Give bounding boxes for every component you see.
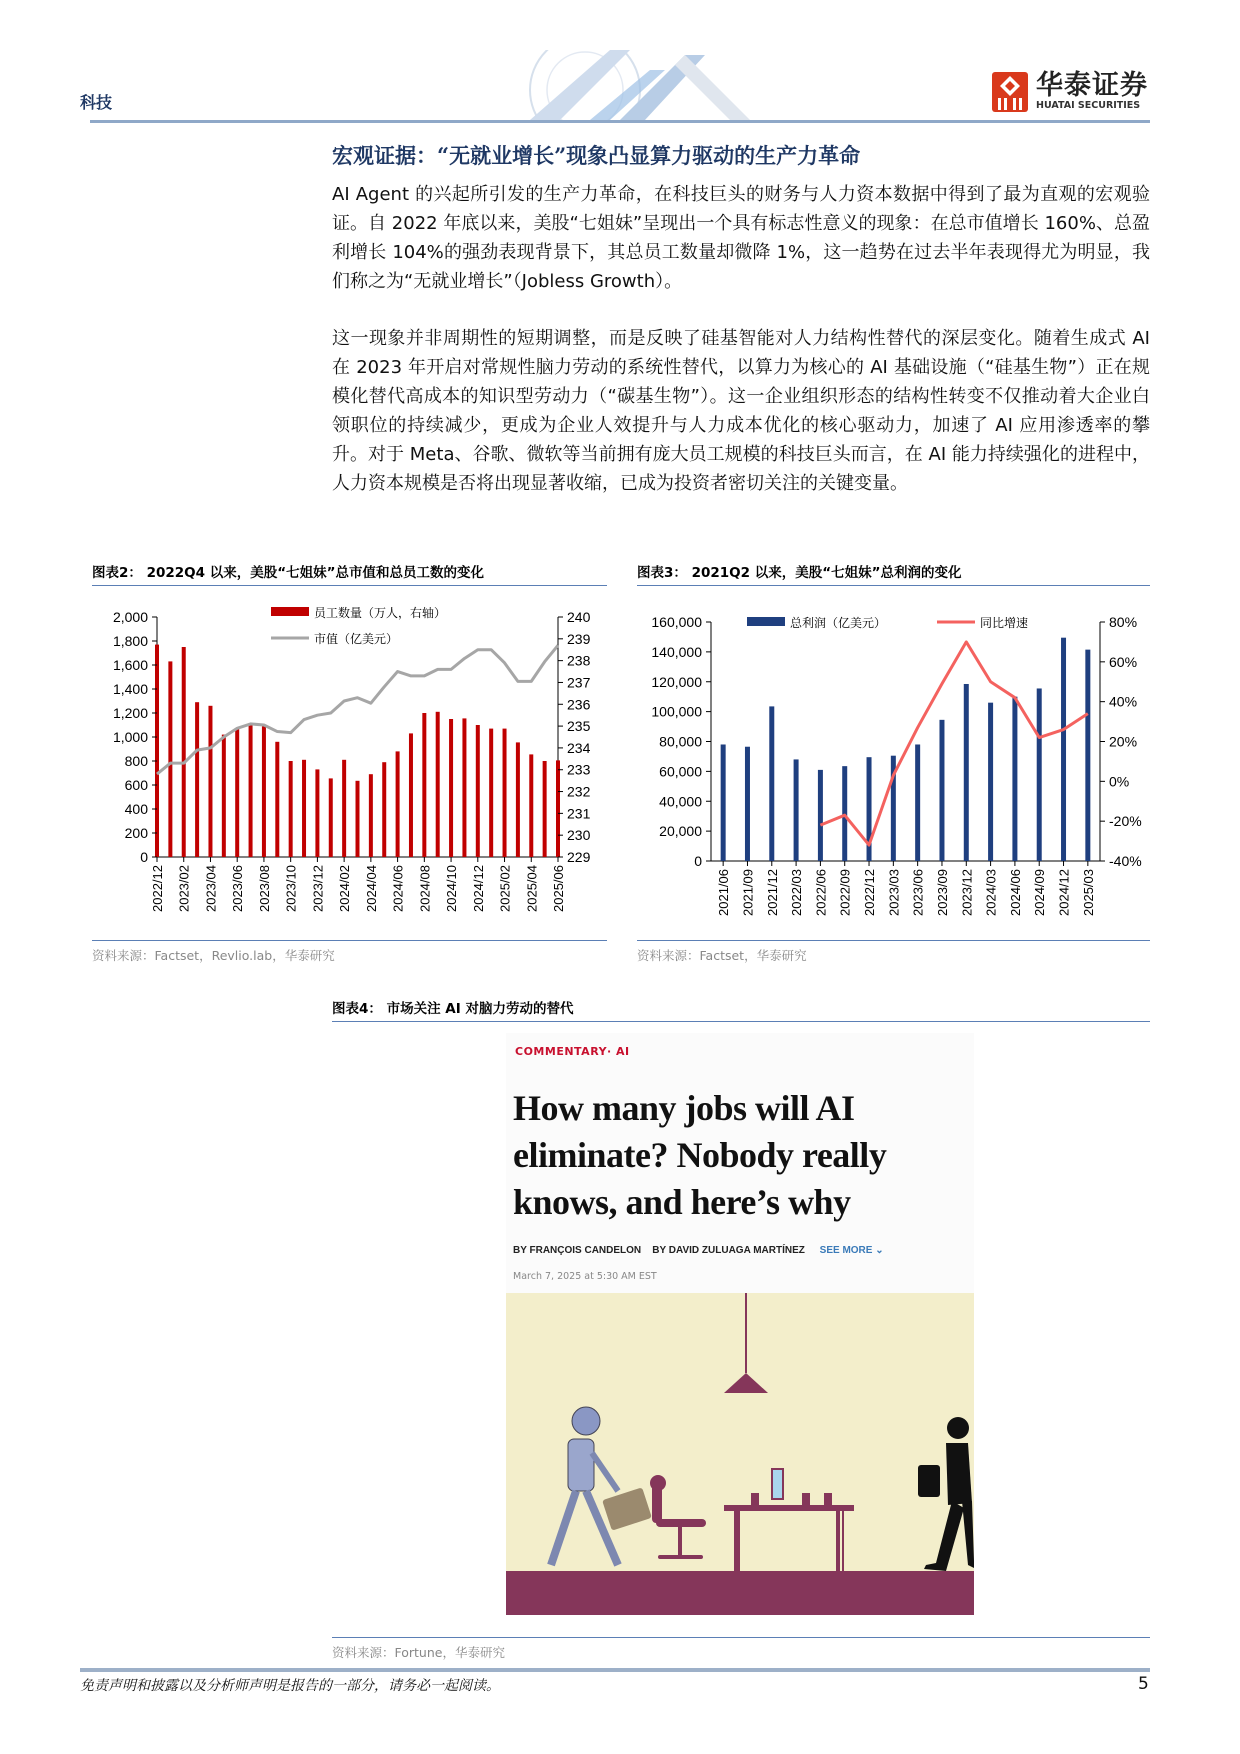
x-tick-label: 2024/03 (983, 869, 999, 916)
robot-replacing-worker-illustration (506, 1293, 974, 1615)
section-label: 科技 (80, 93, 113, 112)
bar (195, 702, 199, 857)
logo-cn: 华泰证券 (1036, 70, 1148, 101)
right-tick-label: -20% (1109, 813, 1142, 830)
bar (249, 724, 253, 857)
bar (315, 769, 319, 857)
x-tick-label: 2024/08 (417, 865, 433, 912)
right-tick-label: 233 (567, 761, 591, 778)
bar (1037, 688, 1042, 861)
bar (462, 718, 466, 857)
bar (1012, 697, 1017, 861)
left-tick-label: 1,200 (112, 705, 148, 721)
bar (842, 766, 847, 861)
bar (503, 729, 507, 857)
employee-marketcap-chart (92, 590, 607, 930)
bar (329, 778, 333, 857)
bar (1061, 638, 1066, 861)
bar (476, 725, 480, 857)
article-category: COMMENTARY· AI (515, 1045, 630, 1058)
bar (208, 706, 212, 857)
x-tick-label: 2023/04 (203, 865, 219, 912)
bar (449, 719, 453, 857)
right-tick-label: 0% (1109, 773, 1130, 790)
right-tick-label: 231 (567, 805, 591, 822)
see-more-label: SEE MORE (819, 1245, 873, 1256)
right-tick-label: 237 (567, 674, 591, 691)
left-tick-label: 100,000 (651, 703, 702, 720)
bar (356, 781, 360, 857)
left-tick-label: 0 (694, 853, 702, 869)
bar (964, 684, 969, 861)
right-tick-label: 239 (567, 630, 591, 647)
right-tick-label: 235 (567, 718, 591, 735)
left-tick-label: 120,000 (651, 673, 702, 690)
figure2-source: 资料来源：Factset，Revlio.lab，华泰研究 (92, 940, 607, 964)
x-tick-label: 2024/04 (363, 865, 379, 912)
figure4-source: 资料来源：Fortune，华泰研究 (332, 1637, 1150, 1661)
huatai-logo-icon (992, 72, 1028, 112)
author-2: BY DAVID ZULUAGA MARTÍNEZ (652, 1245, 805, 1256)
bar (182, 647, 186, 857)
legend-swatch (271, 607, 309, 616)
x-tick-label: 2023/08 (256, 865, 272, 912)
bar (382, 762, 386, 857)
x-tick-label: 2024/06 (1007, 869, 1023, 916)
legend-label: 同比增速 (980, 616, 1029, 630)
series-line (820, 642, 1087, 845)
section-heading: 宏观证据：“无就业增长”现象凸显算力驱动的生产力革命 (332, 143, 861, 168)
logo-en: HUATAI SECURITIES (1036, 100, 1141, 111)
bar (289, 761, 293, 857)
bar (556, 760, 560, 857)
page-number: 5 (1138, 1674, 1149, 1694)
x-tick-label: 2022/12 (862, 869, 878, 916)
chevron-down-icon: ⌄ (875, 1245, 884, 1256)
x-tick-label: 2023/12 (310, 865, 326, 912)
bar (489, 729, 493, 857)
legend-swatch (747, 617, 785, 626)
bar (302, 760, 306, 857)
figure4-title: 图表4： 市场关注 AI 对脑力劳动的替代 (332, 997, 1150, 1022)
bar (516, 742, 520, 857)
bar (769, 706, 774, 861)
article-byline (513, 1245, 884, 1256)
header-rule (90, 120, 1150, 123)
left-tick-label: 200 (124, 825, 148, 841)
bar (369, 774, 373, 857)
x-tick-label: 2025/02 (497, 865, 513, 912)
legend-label: 市值（亿美元） (314, 632, 399, 646)
x-tick-label: 2023/06 (910, 869, 926, 916)
article-headline: How many jobs will AI eliminate? Nobody really knows, and here’s why (513, 1088, 887, 1222)
bar (543, 761, 547, 857)
x-tick-label: 2022/12 (150, 865, 165, 912)
left-tick-label: 140,000 (651, 643, 702, 660)
x-tick-label: 2024/12 (1056, 869, 1072, 916)
left-tick-label: 1,400 (112, 681, 148, 697)
x-tick-label: 2022/09 (837, 869, 853, 916)
right-tick-label: 234 (567, 739, 591, 756)
bar (939, 720, 944, 861)
left-tick-label: 160,000 (651, 614, 702, 630)
right-tick-label: 20% (1109, 733, 1138, 750)
x-tick-label: 2023/06 (230, 865, 246, 912)
bar (275, 742, 279, 857)
series-line (157, 645, 558, 774)
figure3-title: 图表3： 2021Q2 以来，美股“七姐妹”总利润的变化 (637, 561, 1150, 586)
x-tick-label: 2024/10 (444, 865, 460, 912)
right-tick-label: 238 (567, 652, 591, 669)
left-tick-label: 60,000 (659, 763, 702, 780)
x-tick-label: 2025/03 (1080, 869, 1096, 916)
bar (235, 729, 239, 857)
bar (529, 754, 533, 857)
bar (155, 645, 159, 857)
huatai-logo (992, 72, 1148, 112)
bar (436, 712, 440, 857)
left-tick-label: 40,000 (659, 793, 702, 810)
bar (818, 770, 823, 861)
left-tick-label: 0 (140, 849, 148, 865)
left-tick-label: 1,800 (112, 633, 148, 649)
x-tick-label: 2023/03 (886, 869, 902, 916)
x-tick-label: 2023/02 (176, 865, 192, 912)
figure3-source: 资料来源：Factset，华泰研究 (637, 940, 1150, 964)
x-tick-label: 2023/12 (959, 869, 975, 916)
left-tick-label: 20,000 (659, 823, 702, 840)
left-tick-label: 80,000 (659, 733, 702, 750)
profit-chart (637, 590, 1150, 930)
right-tick-label: 230 (567, 827, 591, 844)
footer-rule (80, 1668, 1150, 1672)
fortune-article-screenshot (506, 1033, 974, 1615)
x-tick-label: 2023/09 (934, 869, 950, 916)
bar (1085, 650, 1090, 861)
right-tick-label: 60% (1109, 653, 1138, 670)
bar (222, 735, 226, 857)
left-tick-label: 800 (124, 753, 148, 769)
legend-label: 员工数量（万人，右轴） (314, 606, 447, 620)
bar (988, 703, 993, 861)
x-tick-label: 2025/06 (551, 865, 566, 912)
right-tick-label: 80% (1109, 614, 1138, 630)
x-tick-label: 2021/06 (716, 869, 732, 916)
left-tick-label: 1,600 (112, 657, 148, 673)
x-tick-label: 2024/09 (1032, 869, 1048, 916)
bar (745, 747, 750, 861)
see-more-link[interactable] (820, 1245, 884, 1256)
x-tick-label: 2021/12 (764, 869, 780, 916)
right-tick-label: 236 (567, 696, 591, 713)
article-date: March 7, 2025 at 5:30 AM EST (513, 1271, 657, 1282)
right-tick-label: 229 (567, 849, 591, 865)
left-tick-label: 400 (124, 801, 148, 817)
bar (396, 751, 400, 857)
right-tick-label: 232 (567, 783, 591, 800)
x-tick-label: 2022/03 (789, 869, 805, 916)
x-tick-label: 2023/10 (283, 865, 299, 912)
header-decoration (470, 50, 800, 120)
paragraph-1: AI Agent 的兴起所引发的生产力革命，在科技巨头的财务与人力资本数据中得到了最为直观的宏观验证。自 2022 年底以来，美股“七姐妹”呈现出一个具有标志性意义的现象：在总市值增长 160%、总盈利增长 104%的强劲表现背景下，其总员工数量却微降 1%，这一趋势在过去半年表现得尤为明显，我们称之为“无就业增长”（Jobless Growth）。 (332, 184, 1150, 292)
x-tick-label: 2024/02 (337, 865, 353, 912)
bar (342, 760, 346, 857)
footer-disclaimer: 免责声明和披露以及分析师声明是报告的一部分，请务必一起阅读。 (80, 1678, 500, 1694)
left-tick-label: 1,000 (112, 729, 148, 745)
paragraph-2: 这一现象并非周期性的短期调整，而是反映了硅基智能对人力结构性替代的深层变化。随着生成式 AI 在 2023 年开启对常规性脑力劳动的系统性替代，以算力为核心的 AI 基础设施（“硅基生物”）正在规模化替代高成本的知识型劳动力（“碳基生物”）。这一企业组织形态的结构性转变不仅推动着大企业白领职位的持续减少，更成为企业人效提升与人力成本优化的核心驱动力，加速了 AI 应用渗透率的攀升。对于 Meta、谷歌、微软等当前拥有庞大员工规模的科技巨头而言，在 AI 能力持续强化的进程中，人力资本规模是否将出现显著收缩，已成为投资者密切关注的关键变量。 (332, 328, 1150, 494)
bar (721, 744, 726, 861)
legend-label: 总利润（亿美元） (790, 616, 887, 630)
x-tick-label: 2024/12 (470, 865, 486, 912)
left-tick-label: 2,000 (112, 609, 148, 625)
bar (915, 744, 920, 861)
bar (409, 733, 413, 857)
bar (168, 661, 172, 857)
left-tick-label: 600 (124, 777, 148, 793)
right-tick-label: 40% (1109, 693, 1138, 710)
x-tick-label: 2022/06 (813, 869, 829, 916)
right-tick-label: -40% (1109, 853, 1142, 869)
figure2-title: 图表2： 2022Q4 以来，美股“七姐妹”总市值和总员工数的变化 (92, 561, 607, 586)
bar (422, 713, 426, 857)
x-tick-label: 2024/06 (390, 865, 406, 912)
bar (262, 726, 266, 857)
right-tick-label: 240 (567, 609, 591, 625)
author-1: BY FRANÇOIS CANDELON (513, 1245, 642, 1256)
bar (794, 759, 799, 861)
x-tick-label: 2025/04 (524, 865, 540, 912)
x-tick-label: 2021/09 (740, 869, 756, 916)
